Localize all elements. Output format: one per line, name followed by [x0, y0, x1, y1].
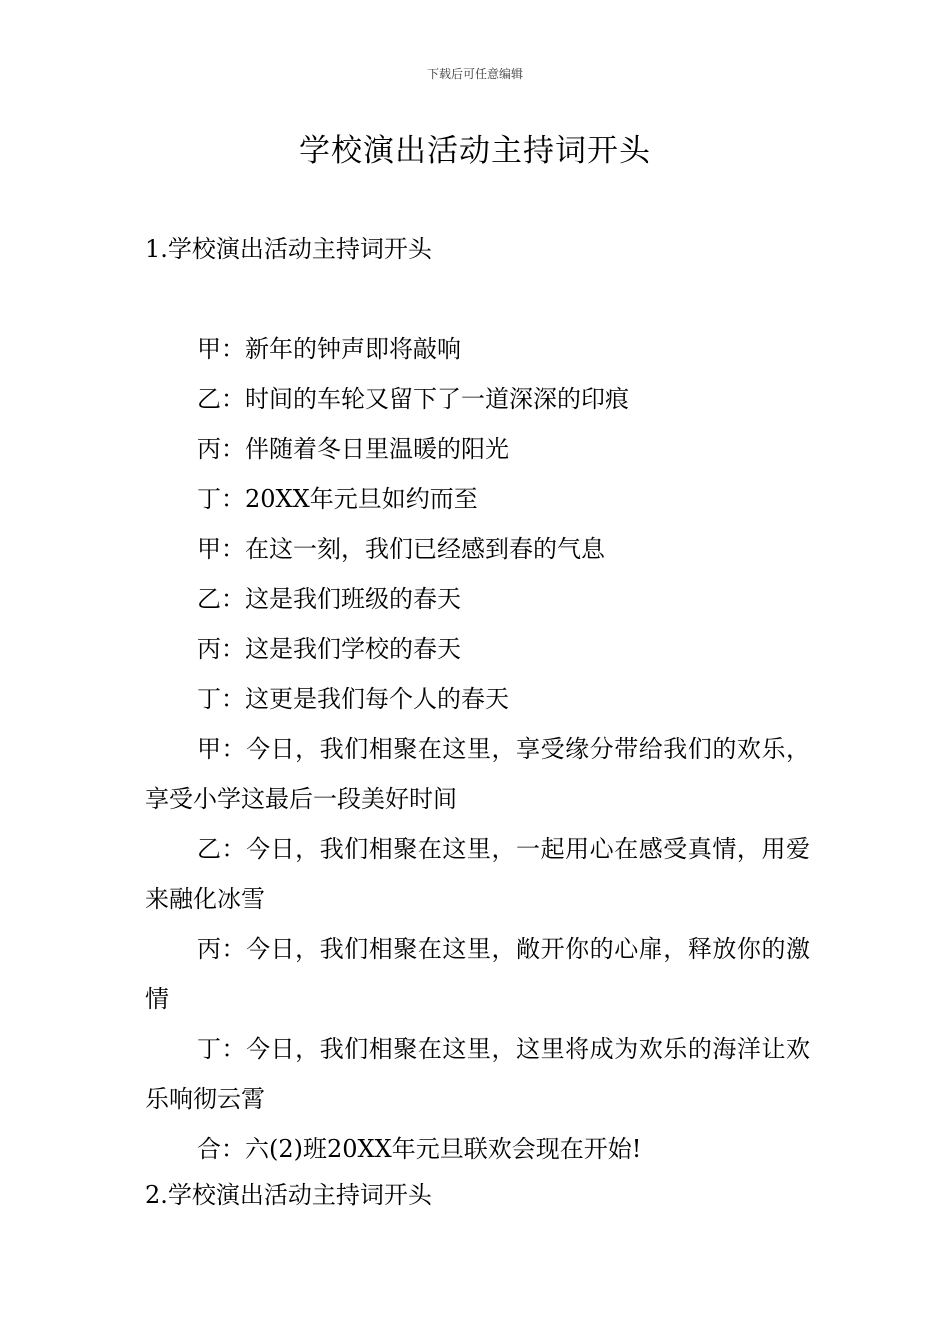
dialogue-line: 丙：伴随着冬日里温暖的阳光 [197, 435, 509, 463]
dialogue-line: 乙：这是我们班级的春天 [197, 585, 461, 613]
dialogue-line: 乙：今日，我们相聚在这里，一起用心在感受真情，用爱来融化冰雪 [145, 835, 810, 913]
dialogue-line: 丙：今日，我们相聚在这里，敞开你的心扉，释放你的激情 [145, 935, 810, 1013]
dialogue-line: 甲：新年的钟声即将敲响 [197, 335, 461, 363]
dialogue-line: 丁：20XX年元旦如约而至 [197, 485, 478, 513]
dialogue-line: 乙：时间的车轮又留下了一道深深的印痕 [197, 385, 629, 413]
dialogue-block [145, 324, 810, 1174]
header-note: 下载后可任意编辑 [426, 67, 523, 81]
dialogue-line: 丁：今日，我们相聚在这里，这里将成为欢乐的海洋让欢乐响彻云霄 [145, 1035, 810, 1113]
section-heading-1: 1.学校演出活动主持词开头 [145, 235, 432, 263]
dialogue-line: 合：六(2)班20XX年元旦联欢会现在开始! [197, 1135, 642, 1163]
section-heading-2: 2.学校演出活动主持词开头 [145, 1181, 432, 1209]
dialogue-line: 甲：今日，我们相聚在这里，享受缘分带给我们的欢乐，享受小学这最后一段美好时间 [145, 735, 810, 813]
document-title: 学校演出活动主持词开头 [299, 133, 651, 169]
dialogue-line: 丁：这更是我们每个人的春天 [197, 685, 509, 713]
dialogue-line: 丙：这是我们学校的春天 [197, 635, 461, 663]
dialogue-line: 甲：在这一刻，我们已经感到春的气息 [197, 535, 605, 563]
